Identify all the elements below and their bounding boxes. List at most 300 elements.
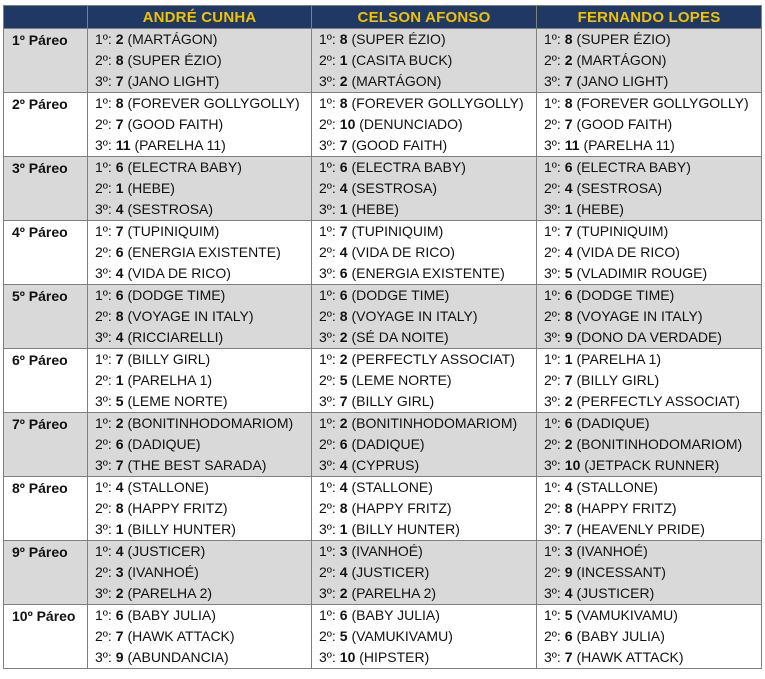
pick-line	[537, 562, 761, 583]
horse-name: (PARELHA 2)	[351, 585, 437, 601]
pick-line	[312, 50, 536, 71]
finish-position: 2º:	[319, 628, 336, 644]
horse-number: 3	[115, 564, 124, 580]
horse-name: (VAMUKIVAMU)	[576, 607, 678, 623]
finish-position: 3º:	[95, 137, 112, 153]
horse-number: 7	[115, 628, 124, 644]
pick-line	[312, 199, 536, 220]
horse-name: (INCESSANT)	[576, 564, 666, 580]
horse-name: (FOREVER GOLLYGOLLY)	[576, 95, 749, 111]
finish-position: 2º:	[95, 372, 112, 388]
horse-name: (MARTÁGON)	[351, 73, 442, 89]
horse-number: 7	[115, 223, 124, 239]
pick-line	[312, 327, 536, 348]
pick-cell	[312, 285, 537, 349]
horse-name: (PARELHA 11)	[583, 137, 675, 153]
finish-position: 2º:	[319, 500, 336, 516]
finish-position: 1º:	[544, 415, 561, 431]
pick-line	[537, 477, 761, 498]
pick-cell	[312, 29, 537, 93]
horse-number: 4	[115, 265, 124, 281]
pick-line	[537, 498, 761, 519]
pick-line	[312, 93, 536, 114]
horse-name: (GOOD FAITH)	[127, 116, 224, 132]
pick-line	[88, 413, 311, 434]
horse-name: (SÉ DA NOITE)	[351, 329, 449, 345]
horse-number: 7	[339, 393, 348, 409]
horse-number: 1	[115, 521, 124, 537]
finish-position: 2º:	[544, 180, 561, 196]
pick-line	[88, 242, 311, 263]
horse-name: (STALLONE)	[127, 479, 209, 495]
pick-cell	[537, 605, 762, 669]
horse-number: 8	[564, 308, 573, 324]
pick-cell	[88, 221, 312, 285]
horse-name: (ELECTRA BABY)	[351, 159, 466, 175]
pick-line	[88, 114, 311, 135]
pick-line	[537, 605, 761, 626]
finish-position: 2º:	[319, 436, 336, 452]
pick-line	[312, 29, 536, 50]
finish-position: 2º:	[95, 628, 112, 644]
horse-name: (PARELHA 1)	[576, 351, 662, 367]
finish-position: 1º:	[95, 31, 112, 47]
finish-position: 3º:	[544, 329, 561, 345]
horse-number: 3	[339, 543, 348, 559]
pick-line	[537, 157, 761, 178]
pick-line	[312, 391, 536, 412]
race-row	[4, 349, 762, 413]
finish-position: 2º:	[544, 116, 561, 132]
pick-line	[312, 477, 536, 498]
pick-line	[88, 71, 311, 92]
finish-position: 2º:	[319, 372, 336, 388]
finish-position: 3º:	[319, 649, 336, 665]
pick-cell	[88, 413, 312, 477]
horse-name: (DADIQUE)	[576, 415, 650, 431]
pick-line	[537, 29, 761, 50]
finish-position: 3º:	[95, 329, 112, 345]
pick-line	[537, 541, 761, 562]
horse-name: (DODGE TIME)	[576, 287, 675, 303]
pick-line	[537, 263, 761, 284]
horse-name: (BILLY GIRL)	[351, 393, 435, 409]
horse-name: (FOREVER GOLLYGOLLY)	[351, 95, 524, 111]
pick-line	[88, 178, 311, 199]
pick-line	[312, 221, 536, 242]
horse-number: 8	[115, 500, 124, 516]
pick-line	[537, 413, 761, 434]
pick-cell	[312, 477, 537, 541]
pick-cell	[88, 541, 312, 605]
corner-cell	[4, 6, 88, 29]
pick-line	[537, 242, 761, 263]
race-row	[4, 93, 762, 157]
pick-line	[312, 349, 536, 370]
finish-position: 3º:	[544, 393, 561, 409]
pick-line	[537, 349, 761, 370]
finish-position: 1º:	[95, 479, 112, 495]
horse-name: (TUPINIQUIM)	[576, 223, 669, 239]
horse-name: (VIDA DE RICO)	[127, 265, 231, 281]
finish-position: 1º:	[319, 159, 336, 175]
pick-line	[312, 583, 536, 604]
pick-cell	[312, 221, 537, 285]
horse-number: 4	[564, 585, 573, 601]
pick-cell	[537, 349, 762, 413]
horse-name: (SESTROSA)	[351, 180, 438, 196]
horse-number: 7	[115, 351, 124, 367]
finish-position: 3º:	[319, 457, 336, 473]
horse-name: (DADIQUE)	[351, 436, 425, 452]
horse-name: (BABY JULIA)	[576, 628, 665, 644]
pick-cell	[537, 157, 762, 221]
finish-position: 3º:	[95, 73, 112, 89]
horse-number: 4	[115, 543, 124, 559]
horse-number: 1	[564, 351, 573, 367]
pick-line	[312, 498, 536, 519]
pick-line	[88, 349, 311, 370]
horse-number: 8	[115, 95, 124, 111]
horse-number: 5	[564, 607, 573, 623]
finish-position: 1º:	[95, 351, 112, 367]
horse-name: (DONO DA VERDADE)	[576, 329, 722, 345]
horse-name: (STALLONE)	[351, 479, 433, 495]
horse-name: (GOOD FAITH)	[351, 137, 448, 153]
pick-line	[88, 519, 311, 540]
pick-cell	[312, 93, 537, 157]
pick-cell	[312, 541, 537, 605]
finish-position: 1º:	[319, 543, 336, 559]
pick-line	[312, 434, 536, 455]
horse-name: (ABUNDANCIA)	[127, 649, 229, 665]
finish-position: 3º:	[95, 521, 112, 537]
horse-number: 9	[115, 649, 124, 665]
race-label: 6º Páreo	[4, 349, 88, 413]
horse-name: (VLADIMIR ROUGE)	[576, 265, 708, 281]
pick-line	[537, 583, 761, 604]
finish-position: 3º:	[319, 393, 336, 409]
pick-line	[312, 178, 536, 199]
horse-name: (BABY JULIA)	[127, 607, 216, 623]
race-label: 4º Páreo	[4, 221, 88, 285]
horse-name: (VIDA DE RICO)	[576, 244, 680, 260]
horse-name: (THE BEST SARADA)	[127, 457, 267, 473]
pick-line	[312, 157, 536, 178]
pick-line	[88, 455, 311, 476]
pick-line	[88, 370, 311, 391]
pick-line	[537, 114, 761, 135]
pick-line	[88, 391, 311, 412]
finish-position: 2º:	[544, 628, 561, 644]
pick-line	[537, 370, 761, 391]
finish-position: 2º:	[544, 372, 561, 388]
horse-number: 6	[339, 265, 348, 281]
pick-line	[312, 285, 536, 306]
horse-name: (IVANHOÉ)	[127, 564, 199, 580]
horse-number: 6	[564, 628, 573, 644]
finish-position: 2º:	[544, 244, 561, 260]
race-row	[4, 541, 762, 605]
finish-position: 2º:	[319, 564, 336, 580]
horse-name: (JETPACK RUNNER)	[584, 457, 720, 473]
horse-number: 9	[564, 564, 573, 580]
horse-number: 8	[339, 500, 348, 516]
pick-line	[537, 455, 761, 476]
finish-position: 3º:	[544, 201, 561, 217]
pick-cell	[537, 541, 762, 605]
pick-line	[537, 626, 761, 647]
pick-line	[312, 626, 536, 647]
horse-name: (MARTÁGON)	[576, 52, 667, 68]
finish-position: 1º:	[95, 223, 112, 239]
finish-position: 3º:	[95, 457, 112, 473]
pick-cell	[88, 605, 312, 669]
horse-number: 11	[564, 137, 580, 153]
pick-cell	[312, 605, 537, 669]
finish-position: 1º:	[544, 31, 561, 47]
header-row	[4, 6, 762, 29]
pick-line	[312, 306, 536, 327]
finish-position: 1º:	[95, 287, 112, 303]
horse-number: 7	[564, 649, 573, 665]
finish-position: 1º:	[544, 351, 561, 367]
race-row	[4, 477, 762, 541]
horse-name: (SESTROSA)	[576, 180, 663, 196]
horse-number: 4	[115, 329, 124, 345]
finish-position: 3º:	[95, 201, 112, 217]
finish-position: 2º:	[544, 436, 561, 452]
horse-number: 2	[339, 415, 348, 431]
pick-cell	[537, 477, 762, 541]
finish-position: 2º:	[544, 564, 561, 580]
race-label: 8º Páreo	[4, 477, 88, 541]
horse-number: 2	[564, 52, 573, 68]
pick-line	[88, 50, 311, 71]
horse-name: (BILLY GIRL)	[127, 351, 211, 367]
horse-name: (VIDA DE RICO)	[351, 244, 455, 260]
pick-line	[537, 327, 761, 348]
horse-number: 7	[564, 116, 573, 132]
pick-line	[88, 562, 311, 583]
finish-position: 1º:	[319, 31, 336, 47]
horse-name: (BONITINHODOMARIOM)	[351, 415, 518, 431]
pick-line	[537, 93, 761, 114]
pick-line	[88, 477, 311, 498]
horse-name: (SUPER ÉZIO)	[576, 31, 671, 47]
finish-position: 2º:	[544, 308, 561, 324]
horse-number: 4	[564, 244, 573, 260]
horse-number: 8	[564, 500, 573, 516]
horse-name: (SUPER ÉZIO)	[127, 52, 222, 68]
race-label: 3º Páreo	[4, 157, 88, 221]
column-header-celson-afonso: CELSON AFONSO	[312, 6, 537, 29]
horse-name: (VAMUKIVAMU)	[351, 628, 453, 644]
race-label: 9º Páreo	[4, 541, 88, 605]
horse-name: (CASITA BUCK)	[351, 52, 453, 68]
horse-number: 6	[115, 244, 124, 260]
horse-number: 8	[564, 95, 573, 111]
pick-line	[88, 93, 311, 114]
pick-line	[537, 391, 761, 412]
finish-position: 3º:	[544, 521, 561, 537]
horse-number: 4	[339, 564, 348, 580]
finish-position: 1º:	[544, 543, 561, 559]
horse-name: (VOYAGE IN ITALY)	[351, 308, 478, 324]
pick-line	[88, 221, 311, 242]
horse-name: (LEME NORTE)	[351, 372, 452, 388]
finish-position: 1º:	[544, 95, 561, 111]
horse-name: (BILLY HUNTER)	[351, 521, 460, 537]
finish-position: 1º:	[95, 415, 112, 431]
horse-name: (ELECTRA BABY)	[127, 159, 242, 175]
horse-number: 1	[339, 52, 348, 68]
finish-position: 3º:	[95, 585, 112, 601]
horse-name: (PARELHA 1)	[127, 372, 213, 388]
horse-number: 6	[564, 415, 573, 431]
horse-name: (DODGE TIME)	[127, 287, 226, 303]
finish-position: 2º:	[95, 244, 112, 260]
finish-position: 2º:	[319, 180, 336, 196]
picks-table	[3, 5, 762, 669]
horse-number: 7	[339, 137, 348, 153]
pick-line	[88, 626, 311, 647]
finish-position: 2º:	[319, 244, 336, 260]
race-row	[4, 285, 762, 349]
column-header-andre-cunha: ANDRÉ CUNHA	[88, 6, 312, 29]
horse-number: 5	[339, 628, 348, 644]
pick-line	[312, 562, 536, 583]
pick-line	[312, 263, 536, 284]
horse-number: 3	[564, 543, 573, 559]
horse-number: 7	[564, 73, 573, 89]
horse-name: (STALLONE)	[576, 479, 658, 495]
horse-name: (HAPPY FRITZ)	[576, 500, 677, 516]
horse-number: 8	[115, 52, 124, 68]
pick-line	[537, 50, 761, 71]
finish-position: 3º:	[319, 265, 336, 281]
finish-position: 2º:	[95, 500, 112, 516]
horse-number: 10	[339, 116, 356, 132]
horse-name: (JUSTICER)	[351, 564, 430, 580]
pick-cell	[88, 477, 312, 541]
pick-cell	[537, 93, 762, 157]
horse-name: (GOOD FAITH)	[576, 116, 673, 132]
finish-position: 1º:	[95, 95, 112, 111]
finish-position: 1º:	[544, 607, 561, 623]
horse-number: 8	[339, 95, 348, 111]
pick-line	[312, 114, 536, 135]
pick-cell	[88, 349, 312, 413]
horse-name: (PERFECTLY ASSOCIAT)	[351, 351, 515, 367]
finish-position: 1º:	[544, 287, 561, 303]
pick-line	[312, 242, 536, 263]
horse-name: (CYPRUS)	[351, 457, 420, 473]
horse-name: (MARTÁGON)	[127, 31, 218, 47]
horse-name: (ELECTRA BABY)	[576, 159, 691, 175]
finish-position: 1º:	[95, 543, 112, 559]
horse-name: (ENERGIA EXISTENTE)	[127, 244, 281, 260]
horse-number: 1	[339, 521, 348, 537]
pick-cell	[537, 285, 762, 349]
horse-number: 8	[115, 308, 124, 324]
finish-position: 1º:	[544, 223, 561, 239]
finish-position: 3º:	[319, 585, 336, 601]
horse-name: (RICCIARELLI)	[127, 329, 224, 345]
finish-position: 3º:	[544, 73, 561, 89]
pick-line	[537, 135, 761, 156]
finish-position: 2º:	[544, 500, 561, 516]
finish-position: 2º:	[319, 116, 336, 132]
horse-name: (FOREVER GOLLYGOLLY)	[127, 95, 300, 111]
horse-number: 6	[115, 287, 124, 303]
pick-line	[88, 541, 311, 562]
pick-line	[312, 370, 536, 391]
pick-line	[537, 199, 761, 220]
pick-line	[312, 541, 536, 562]
horse-number: 2	[564, 436, 573, 452]
finish-position: 1º:	[319, 351, 336, 367]
finish-position: 1º:	[319, 95, 336, 111]
pick-line	[312, 455, 536, 476]
horse-number: 8	[564, 31, 573, 47]
horse-name: (PARELHA 2)	[127, 585, 213, 601]
horse-number: 2	[115, 415, 124, 431]
horse-name: (TUPINIQUIM)	[351, 223, 444, 239]
pick-line	[88, 327, 311, 348]
finish-position: 1º:	[319, 287, 336, 303]
horse-number: 7	[115, 116, 124, 132]
pick-cell	[312, 157, 537, 221]
finish-position: 3º:	[319, 137, 336, 153]
race-label: 7º Páreo	[4, 413, 88, 477]
pick-line	[88, 605, 311, 626]
horse-name: (IVANHOÉ)	[576, 543, 648, 559]
finish-position: 2º:	[319, 52, 336, 68]
horse-number: 1	[115, 180, 124, 196]
finish-position: 3º:	[319, 329, 336, 345]
horse-number: 4	[115, 201, 124, 217]
horse-number: 7	[564, 521, 573, 537]
horse-number: 1	[339, 201, 348, 217]
pick-cell	[88, 93, 312, 157]
horse-number: 2	[339, 329, 348, 345]
horse-number: 9	[564, 329, 573, 345]
horse-name: (SUPER ÉZIO)	[351, 31, 446, 47]
horse-number: 2	[115, 585, 124, 601]
finish-position: 3º:	[319, 73, 336, 89]
horse-number: 4	[339, 457, 348, 473]
horse-name: (BILLY HUNTER)	[127, 521, 236, 537]
horse-number: 6	[564, 159, 573, 175]
horse-number: 7	[339, 223, 348, 239]
pick-line	[88, 285, 311, 306]
horse-number: 6	[339, 607, 348, 623]
horse-name: (DENUNCIADO)	[359, 116, 463, 132]
horse-number: 10	[564, 457, 581, 473]
column-header-fernando-lopes: FERNANDO LOPES	[537, 6, 762, 29]
pick-line	[88, 434, 311, 455]
horse-number: 7	[115, 457, 124, 473]
pick-line	[312, 519, 536, 540]
horse-number: 7	[564, 223, 573, 239]
race-row	[4, 221, 762, 285]
finish-position: 3º:	[544, 457, 561, 473]
race-label: 5º Páreo	[4, 285, 88, 349]
pick-cell	[88, 157, 312, 221]
horse-name: (PARELHA 11)	[134, 137, 226, 153]
horse-name: (HAWK ATTACK)	[127, 628, 235, 644]
